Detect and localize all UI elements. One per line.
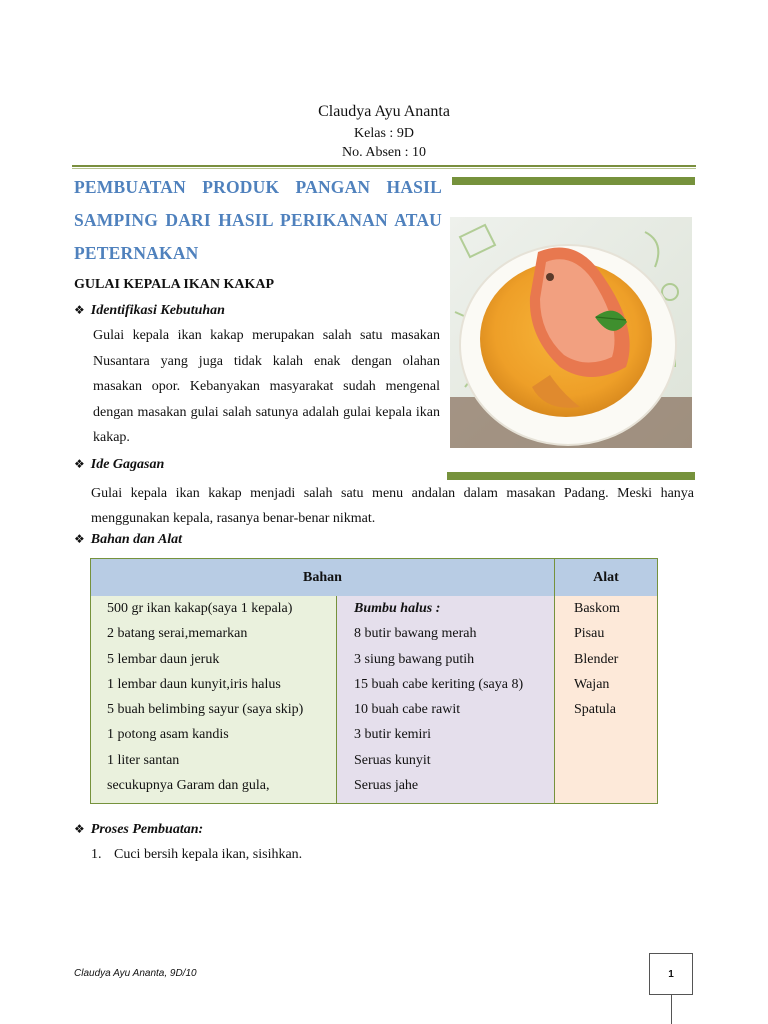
list-item: 500 gr ikan kakap(saya 1 kepala) xyxy=(107,601,293,616)
list-item: Baskom xyxy=(574,601,620,616)
decorative-bar-bottom xyxy=(447,472,695,480)
identifikasi-paragraph: Gulai kepala ikan kakap merupakan salah satu masakan Nusantara yang juga tidak kalah enak dengan olahan masakan opor. Kebanyakan masyarakat sudah mengenal dengan masakan gulai salah satunya adalah gulai kepala ikan kakap. xyxy=(93,328,440,445)
section-heading: Proses Pembuatan: xyxy=(90,822,204,837)
list-item: 3 butir kemiri xyxy=(354,727,431,743)
list-item: 1 potong asam kandis xyxy=(107,727,229,743)
ide-paragraph: Gulai kepala ikan kakap menjadi salah satu menu andalan dalam masakan Padang. Meski hanya menggunakan kepala, rasanya benar-benar nikmat. xyxy=(91,486,694,526)
section-bahan-alat xyxy=(74,532,182,548)
section-proses xyxy=(74,822,203,838)
header-rule-thin xyxy=(72,168,696,169)
list-item: Blender xyxy=(574,651,619,667)
section-heading: Bahan dan Alat xyxy=(90,532,183,547)
list-item: Pisau xyxy=(574,626,605,642)
list-item: 5 lembar daun jeruk xyxy=(107,651,220,667)
class-info: Kelas : 9D xyxy=(354,126,414,141)
list-item: Seruas jahe xyxy=(354,778,419,794)
list-item: 10 buah cabe rawit xyxy=(354,702,461,718)
list-item: Wajan xyxy=(574,676,610,692)
list-item: 3 siung bawang putih xyxy=(354,651,475,667)
author-name: Claudya Ayu Ananta xyxy=(318,103,450,120)
list-item: secukupnya Garam dan gula, xyxy=(107,778,270,794)
section-heading: Identifikasi Kebutuhan xyxy=(90,303,225,318)
list-item: 5 buah belimbing sayur (saya skip) xyxy=(107,702,304,718)
ingredients-table xyxy=(90,558,658,804)
section-ide xyxy=(74,457,164,473)
recipe-title: GULAI KEPALA IKAN KAKAP xyxy=(74,277,275,292)
gulai-photo xyxy=(450,217,692,448)
table-header-bahan: Bahan xyxy=(91,559,555,596)
list-item: 1 lembar daun kunyit,iris halus xyxy=(107,676,281,692)
absen-info: No. Absen : 10 xyxy=(342,145,426,160)
footer-text: Claudya Ayu Ananta, 9D/10 xyxy=(74,968,197,979)
diamond-bullet-icon: ❖ xyxy=(74,457,85,471)
list-item: 8 butir bawang merah xyxy=(354,626,477,642)
diamond-bullet-icon: ❖ xyxy=(74,822,85,836)
list-item: 1 liter santan xyxy=(107,752,180,768)
table-header-alat: Alat xyxy=(555,559,657,596)
list-item: 15 buah cabe keriting (saya 8) xyxy=(354,676,524,692)
page-number-line xyxy=(671,995,672,1024)
diamond-bullet-icon: ❖ xyxy=(74,532,85,546)
list-item: Seruas kunyit xyxy=(354,752,431,768)
header-rule xyxy=(72,165,696,167)
decorative-bar-top xyxy=(452,177,695,185)
process-step xyxy=(91,847,302,863)
bahan-column xyxy=(91,596,337,803)
step-number: 1. xyxy=(91,847,102,862)
section-heading: Ide Gagasan xyxy=(90,457,165,472)
section-identifikasi xyxy=(74,303,225,319)
list-item: 2 batang serai,memarkan xyxy=(107,626,248,642)
step-text: Cuci bersih kepala ikan, sisihkan. xyxy=(114,847,303,862)
list-item: Spatula xyxy=(574,702,616,718)
bumbu-heading: Bumbu halus : xyxy=(354,601,441,616)
bumbu-column xyxy=(337,596,555,803)
diamond-bullet-icon: ❖ xyxy=(74,303,85,317)
alat-column xyxy=(555,596,657,803)
page-number: 1 xyxy=(649,953,693,995)
document-title: PEMBUATAN PRODUK PANGAN HASIL SAMPING DARI HASIL PERIKANAN ATAU PETERNAKAN xyxy=(74,177,442,263)
